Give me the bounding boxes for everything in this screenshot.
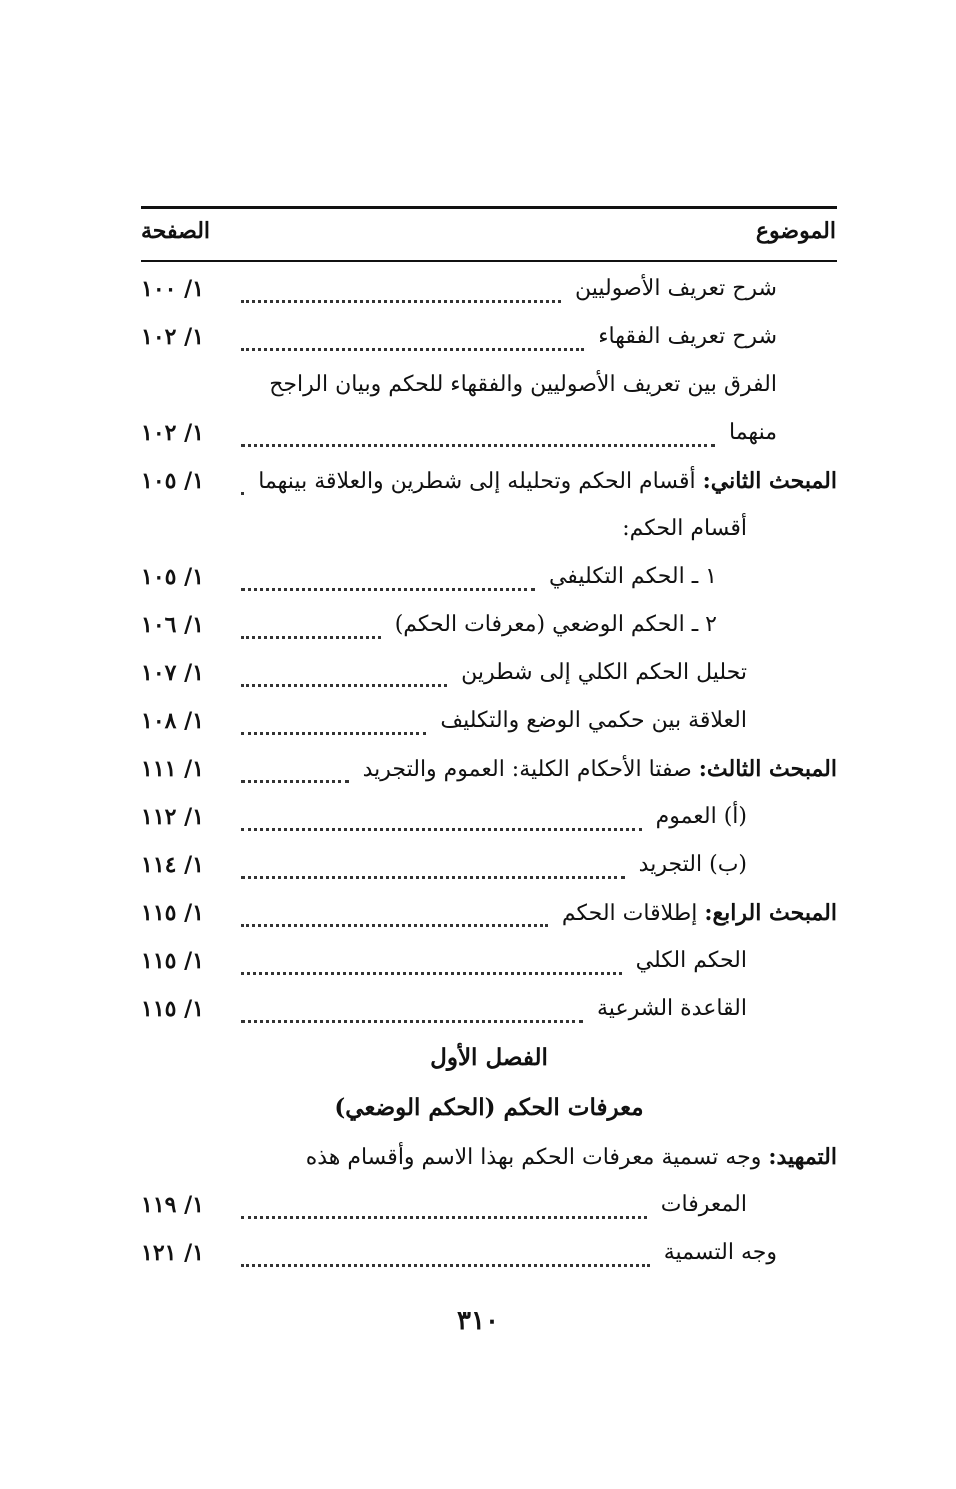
entry-text: ١ ـ الحكم التكليفي [548, 564, 717, 589]
toc-entry [141, 320, 837, 360]
chapter-subtitle: معرفات الحكم (الحكم الوضعي) [334, 1094, 644, 1121]
toc-entry [141, 848, 837, 888]
dot-leader [241, 718, 426, 735]
entry-text: منهما [729, 420, 777, 445]
entry-title [721, 420, 777, 445]
entry-page-number: ١/ ١٠٨ [141, 708, 204, 734]
entry-text: أقسام الحكم: [622, 516, 747, 541]
top-rule [141, 206, 837, 209]
entry-text: (أ) العموم [655, 804, 747, 829]
entry-section-label: المبحث الثالث: [698, 756, 837, 782]
entry-title [387, 612, 717, 637]
entry-title [567, 276, 777, 301]
entry-title [298, 1144, 837, 1170]
entry-text: شرح تعريف الفقهاء [598, 324, 777, 349]
entry-text: أقسام الحكم وتحليله إلى شطرين والعلاقة بينهما [258, 469, 703, 494]
entry-title [554, 900, 837, 926]
dot-leader [241, 574, 535, 591]
entry-section-label: المبحث الثاني: [702, 468, 837, 494]
toc-entry [141, 800, 837, 840]
toc-entry [141, 944, 837, 984]
toc-entry [141, 560, 837, 600]
entry-title [589, 996, 747, 1021]
entry-page-number: ١/ ١١٥ [141, 948, 204, 974]
entry-page-number: ١/ ١٠٥ [141, 468, 204, 494]
header-rule [141, 260, 837, 262]
entry-page-number: ١/ ١٠٦ [141, 612, 204, 638]
entry-text: شرح تعريف الأصوليين [575, 276, 777, 301]
toc-entry [141, 896, 837, 936]
dot-leader [241, 286, 561, 303]
dot-leader [241, 1202, 647, 1219]
entry-page-number: ١/ ١١١ [141, 756, 204, 782]
toc-entry [141, 1140, 837, 1180]
entry-section-label: التمهيد: [768, 1144, 837, 1170]
toc-entry [141, 272, 837, 312]
entry-title [653, 1192, 747, 1217]
entry-text: القاعدة الشرعية [597, 996, 747, 1021]
toc-entry [141, 656, 837, 696]
dot-leader [241, 814, 642, 831]
entry-text: ٢ ـ الحكم الوضعي (معرفات الحكم) [394, 612, 717, 637]
entry-title [628, 948, 747, 973]
entry-page-number: ١/ ١٠٢ [141, 420, 204, 446]
toc-entry [141, 752, 837, 792]
toc-entry [141, 1188, 837, 1228]
entry-title [648, 804, 747, 829]
dot-leader [241, 958, 622, 975]
entry-text: الفرق بين تعريف الأصوليين والفقهاء للحكم وبيان الراجح [269, 372, 777, 397]
entry-text: تحليل الحكم الكلي إلى شطرين [461, 660, 747, 685]
entry-title [355, 756, 837, 782]
dot-leader [241, 862, 625, 879]
toc-entry [141, 1236, 837, 1276]
toc-entry [141, 464, 837, 504]
entry-page-number: ١/ ١٠٠ [141, 276, 204, 302]
entry-page-number: ١/ ١١٢ [141, 804, 204, 830]
entry-page-number: ١/ ١١٥ [141, 900, 204, 926]
dot-leader [241, 334, 584, 351]
entry-text: المعرفات [660, 1192, 747, 1217]
entry-title [656, 1240, 777, 1265]
page-column-header: الصفحة [141, 218, 211, 244]
entry-page-number: ١/ ١٠٧ [141, 660, 204, 686]
entry-text: وجه تسمية معرفات الحكم بهذا الاسم وأقسام هذه [305, 1145, 769, 1170]
dot-leader [241, 910, 548, 927]
entry-page-number: ١/ ١٠٢ [141, 324, 204, 350]
dot-leader [241, 478, 244, 495]
dot-leader [241, 1250, 650, 1267]
entry-title [453, 660, 747, 685]
chapter-title: الفصل الأول [430, 1044, 548, 1071]
entry-title [432, 708, 747, 733]
entry-page-number: ١/ ١١٥ [141, 996, 204, 1022]
entry-text: العلاقة بين حكمي الوضع والتكليف [440, 708, 747, 733]
page-number: ٣١٠ [457, 1306, 499, 1336]
toc-entry [141, 704, 837, 744]
entry-title [261, 372, 777, 397]
entry-title [250, 468, 837, 494]
entry-text: (ب) التجريد [638, 852, 747, 877]
entry-text: صفتا الأحكام الكلية: العموم والتجريد [362, 757, 699, 782]
entry-page-number: ١/ ١٢١ [141, 1240, 204, 1266]
dot-leader [241, 766, 349, 783]
toc-entry [141, 608, 837, 648]
toc-entry [141, 992, 837, 1032]
entry-title [541, 564, 717, 589]
entry-title [590, 324, 777, 349]
entry-page-number: ١/ ١١٩ [141, 1192, 204, 1218]
dot-leader [241, 670, 447, 687]
entry-page-number: ١/ ١١٤ [141, 852, 204, 878]
dot-leader [241, 622, 381, 639]
dot-leader [241, 1006, 583, 1023]
entry-page-number: ١/ ١٠٥ [141, 564, 204, 590]
toc-entry [141, 416, 837, 456]
entry-text: الحكم الكلي [635, 948, 747, 973]
dot-leader [241, 430, 715, 447]
entry-title [631, 852, 747, 877]
entry-text: وجه التسمية [663, 1240, 777, 1265]
entry-section-label: المبحث الرابع: [704, 900, 837, 926]
topic-column-header: الموضوع [755, 218, 836, 244]
toc-entry [141, 368, 837, 408]
entry-title [614, 516, 747, 541]
toc-entry [141, 512, 837, 552]
entry-text: إطلاقات الحكم [561, 901, 705, 926]
